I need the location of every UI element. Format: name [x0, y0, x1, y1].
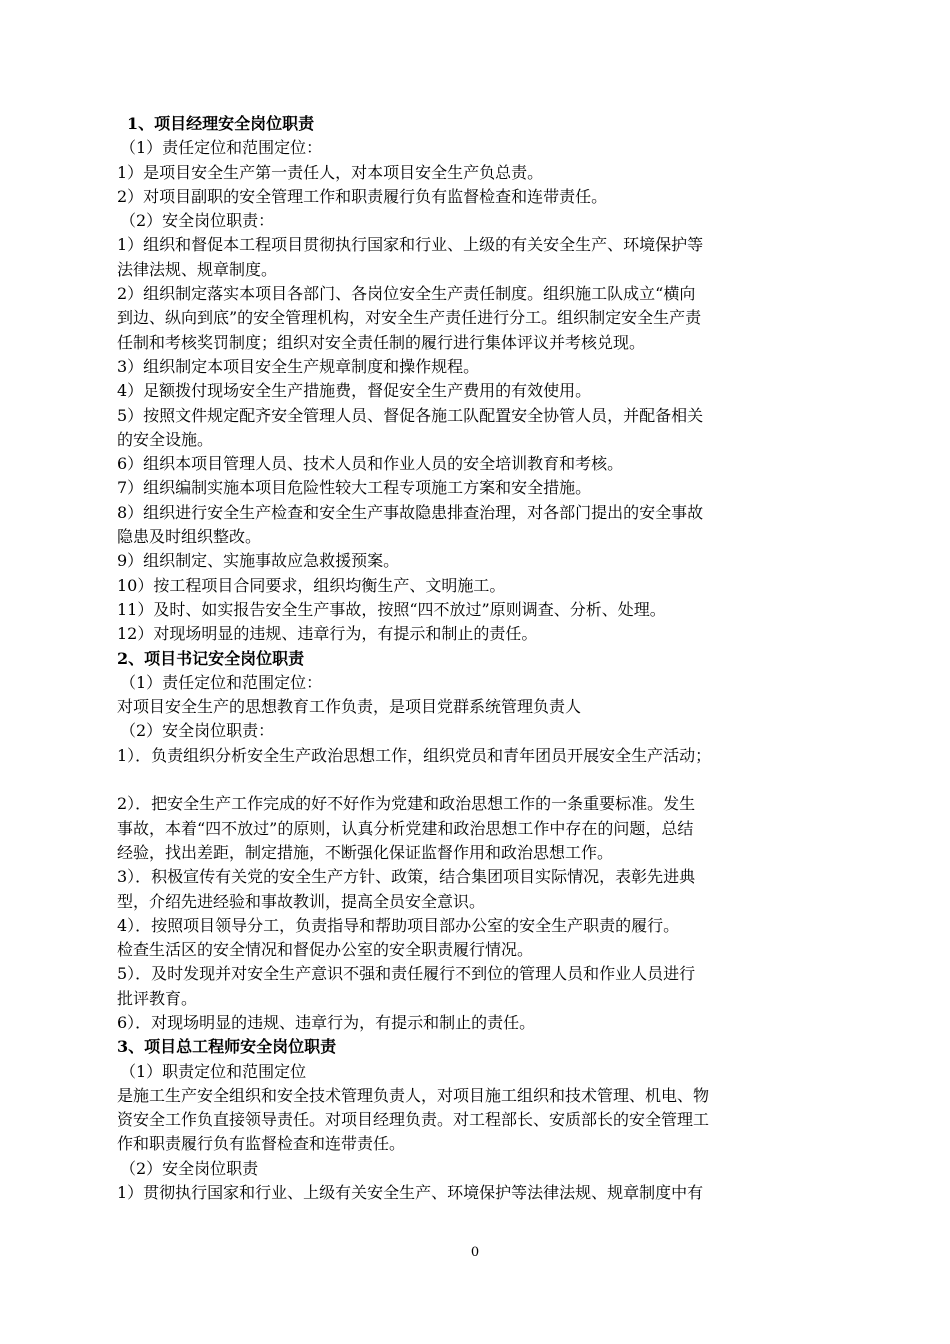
- text-line: 检查生活区的安全情况和督促办公室的安全职责履行情况。: [117, 940, 534, 960]
- text-line: 2）．把安全生产工作完成的好不好作为党建和政治思想工作的一条重要标准。发生: [117, 794, 696, 814]
- text-line: 到边、纵向到底”的安全管理机构，对安全生产责任进行分工。组织制定安全生产责: [117, 308, 702, 328]
- text-line: 的安全设施。: [117, 429, 214, 449]
- subsection-heading: （2）安全岗位职责：: [120, 211, 275, 231]
- text-line: 8）组织进行安全生产检查和安全生产事故隐患排查治理，对各部门提出的安全事故: [117, 502, 704, 522]
- section-heading-2: 2、项目书记安全岗位职责: [117, 648, 305, 668]
- text-line: 12）对现场明显的违规、违章行为，有提示和制止的责任。: [117, 624, 538, 644]
- text-line: 1）组织和督促本工程项目贯彻执行国家和行业、上级的有关安全生产、环境保护等: [117, 235, 704, 255]
- text-line: 6）．对现场明显的违规、违章行为，有提示和制止的责任。: [117, 1012, 536, 1032]
- text-line: 2）对项目副职的安全管理工作和职责履行负有监督检查和连带责任。: [117, 186, 608, 206]
- text-line: 批评教育。: [117, 988, 198, 1008]
- text-line: 型，介绍先进经验和事故教训，提高全员安全意识。: [117, 891, 486, 911]
- text-line: 11）及时、如实报告安全生产事故，按照“四不放过”原则调查、分析、处理。: [117, 599, 666, 619]
- text-line: 隐患及时组织整改。: [117, 527, 262, 547]
- text-line: 6）组织本项目管理人员、技术人员和作业人员的安全培训教育和考核。: [117, 454, 624, 474]
- text-line: 3）组织制定本项目安全生产规章制度和操作规程。: [117, 356, 480, 376]
- section-heading-3: 3、项目总工程师安全岗位职责: [117, 1037, 337, 1057]
- text-line: 7）组织编制实施本项目危险性较大工程专项施工方案和安全措施。: [117, 478, 592, 498]
- text-line: 资安全工作负直接领导责任。对项目经理负责。对工程部长、安质部长的安全管理工: [117, 1110, 710, 1130]
- text-line: 法律法规、规章制度。: [117, 259, 278, 279]
- text-line: 5）按照文件规定配齐安全管理人员、督促各施工队配置安全协管人员，并配备相关: [117, 405, 704, 425]
- subsection-heading: （2）安全岗位职责：: [120, 721, 275, 741]
- text-line: 9）组织制定、实施事故应急救援预案。: [117, 551, 400, 571]
- text-line: 1）贯彻执行国家和行业、上级有关安全生产、环境保护等法律法规、规章制度中有: [117, 1183, 704, 1203]
- text-line: 3）．积极宣传有关党的安全生产方针、政策，结合集团项目实际情况，表彰先进典: [117, 867, 696, 887]
- subsection-heading: （1）职责定位和范围定位: [120, 1061, 307, 1081]
- text-line: 事故，本着“四不放过”的原则，认真分析党建和政治思想工作中存在的问题，总结: [117, 818, 694, 838]
- subsection-heading: （1）责任定位和范围定位：: [120, 138, 323, 158]
- text-line: 1）是项目安全生产第一责任人，对本项目安全生产负总责。: [117, 162, 544, 182]
- text-line: 5）．及时发现并对安全生产意识不强和责任履行不到位的管理人员和作业人员进行: [117, 964, 696, 984]
- text-line: 4）足额拨付现场安全生产措施费，督促安全生产费用的有效使用。: [117, 381, 592, 401]
- text-line: 4）．按照项目领导分工，负责指导和帮助项目部办公室的安全生产职责的履行。: [117, 915, 680, 935]
- subsection-heading: （2）安全岗位职责: [120, 1158, 259, 1178]
- subsection-heading: （1）责任定位和范围定位：: [120, 672, 323, 692]
- text-line: 2）组织制定落实本项目各部门、各岗位安全生产责任制度。组织施工队成立“横向: [117, 284, 696, 304]
- blank-line: [117, 768, 837, 792]
- text-line: 对项目安全生产的思想教育工作负责，是项目党群系统管理负责人: [117, 697, 582, 717]
- text-line: 经验，找出差距，制定措施，不断强化保证监督作用和政治思想工作。: [117, 842, 614, 862]
- text-line: 1）．负责组织分析安全生产政治思想工作，组织党员和青年团员开展安全生产活动；: [117, 745, 712, 765]
- section-heading-1: 1、项目经理安全岗位职责: [127, 114, 315, 133]
- text-line: 是施工生产安全组织和安全技术管理负责人，对项目施工组织和技术管理、机电、物: [117, 1085, 710, 1105]
- document-body: [117, 112, 837, 1205]
- text-line: 作和职责履行负有监督检查和连带责任。: [117, 1134, 406, 1154]
- page-number: 0: [470, 1245, 480, 1260]
- text-line: 10）按工程项目合同要求，组织均衡生产、文明施工。: [117, 575, 506, 595]
- text-line: 任制和考核奖罚制度；组织对安全责任制的履行进行集体评议并考核兑现。: [117, 332, 646, 352]
